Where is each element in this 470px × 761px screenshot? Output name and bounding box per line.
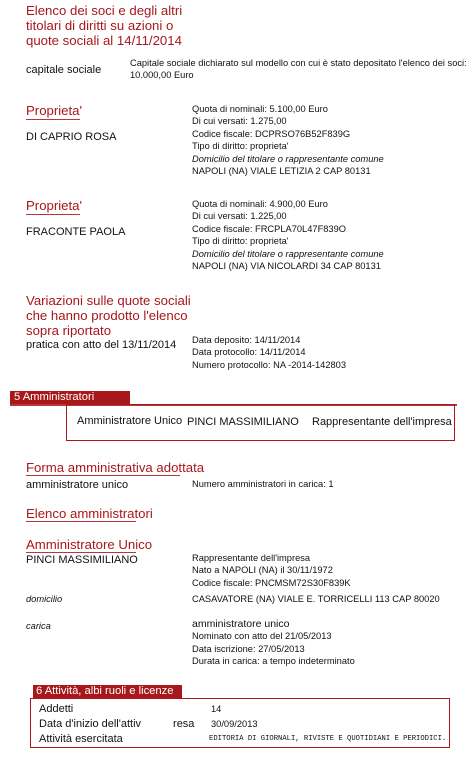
- section-6-header: 6 Attività, albi ruoli e licenze: [33, 685, 182, 698]
- box-name: PINCI MASSIMILIANO: [187, 416, 299, 428]
- inizio-label: Data d'inizio dell'attiv resa: [39, 718, 195, 730]
- person-name: PINCI MASSIMILIANO: [26, 554, 138, 566]
- holder-2-details: Quota di nominali: 4.900,00 Euro Di cui versati: 1.225,00 Codice fiscale: FRCPLA70L47F839O Tipo di diritto: proprieta' Domicilio del titolare o rappresentante comune NAPOLI (NA) VIA NICOLARDI 34 CAP 80131: [192, 199, 384, 272]
- divider: [26, 552, 136, 553]
- esercitata-label: Attività esercitata: [39, 733, 123, 745]
- domicilio-value: CASAVATORE (NA) VIALE E. TORRICELLI 113 CAP 80020: [192, 594, 440, 604]
- divider: [26, 475, 180, 476]
- amministratori-box: [66, 404, 455, 441]
- forma-title: Forma amministrativa adottata: [26, 460, 205, 475]
- inizio-value: 30/09/2013: [211, 719, 258, 729]
- domicilio-label: domicilio: [26, 594, 63, 604]
- holder-1-heading: Proprieta': [26, 103, 83, 118]
- addetti-value: 14: [211, 704, 222, 714]
- divider: [26, 119, 80, 120]
- person-role-title: Amministratore Unico: [26, 537, 153, 552]
- forma-label: amministratore unico: [26, 479, 129, 491]
- box-qualifica: Rappresentante dell'impresa: [312, 416, 452, 428]
- capitale-text: Capitale sociale dichiarato sul modello con cui è stato depositato l'elenco dei soci: 10.000,00 Euro: [130, 58, 467, 81]
- pratica-label: pratica con atto del 13/11/2014: [26, 339, 177, 351]
- holder-2-name: FRACONTE PAOLA: [26, 226, 126, 238]
- addetti-label: Addetti: [39, 703, 74, 715]
- capitale-label: capitale sociale: [26, 64, 102, 76]
- box-role: Amministratore Unico: [77, 415, 183, 427]
- soci-title: Elenco dei soci e degli altri titolari di diritti su azioni o quote sociali al 14/11/2014: [26, 3, 183, 48]
- carica-label: carica: [26, 621, 51, 631]
- person-details: Rappresentante dell'impresa Nato a NAPOLI (NA) il 30/11/1972 Codice fiscale: PNCMSM72S30F839K: [192, 553, 351, 588]
- divider: [26, 521, 136, 522]
- variazioni-title: Variazioni sulle quote sociali che hanno prodotto l'elenco sopra riportato: [26, 293, 191, 338]
- divider: [26, 214, 80, 215]
- holder-1-name: DI CAPRIO ROSA: [26, 131, 117, 143]
- pratica-details: Data deposito: 14/11/2014 Data protocollo: 14/11/2014 Numero protocollo: NA -2014-142803: [192, 335, 347, 370]
- holder-2-heading: Proprieta': [26, 198, 83, 213]
- elenco-title: Elenco amministratori: [26, 506, 153, 521]
- holder-1-details: Quota di nominali: 5.100,00 Euro Di cui versati: 1.275,00 Codice fiscale: DCPRSO76B52F839G Tipo di diritto: proprieta' Domicilio del titolare o rappresentante comune NAPOLI (NA) VIALE LETIZIA 2 CAP 80131: [192, 104, 384, 177]
- carica-details: amministratore unico Nominato con atto del 21/05/2013 Data iscrizione: 27/05/2013 Durata in carica: a tempo indeterminato: [192, 618, 355, 667]
- esercitata-value: EDITORIA DI GIORNALI, RIVISTE E QUOTIDIANI E PERIODICI.: [209, 735, 447, 743]
- attivita-box: [30, 698, 450, 748]
- section-5-header: 5 Amministratori: [10, 391, 130, 404]
- forma-value: Numero amministratori in carica: 1: [192, 479, 334, 489]
